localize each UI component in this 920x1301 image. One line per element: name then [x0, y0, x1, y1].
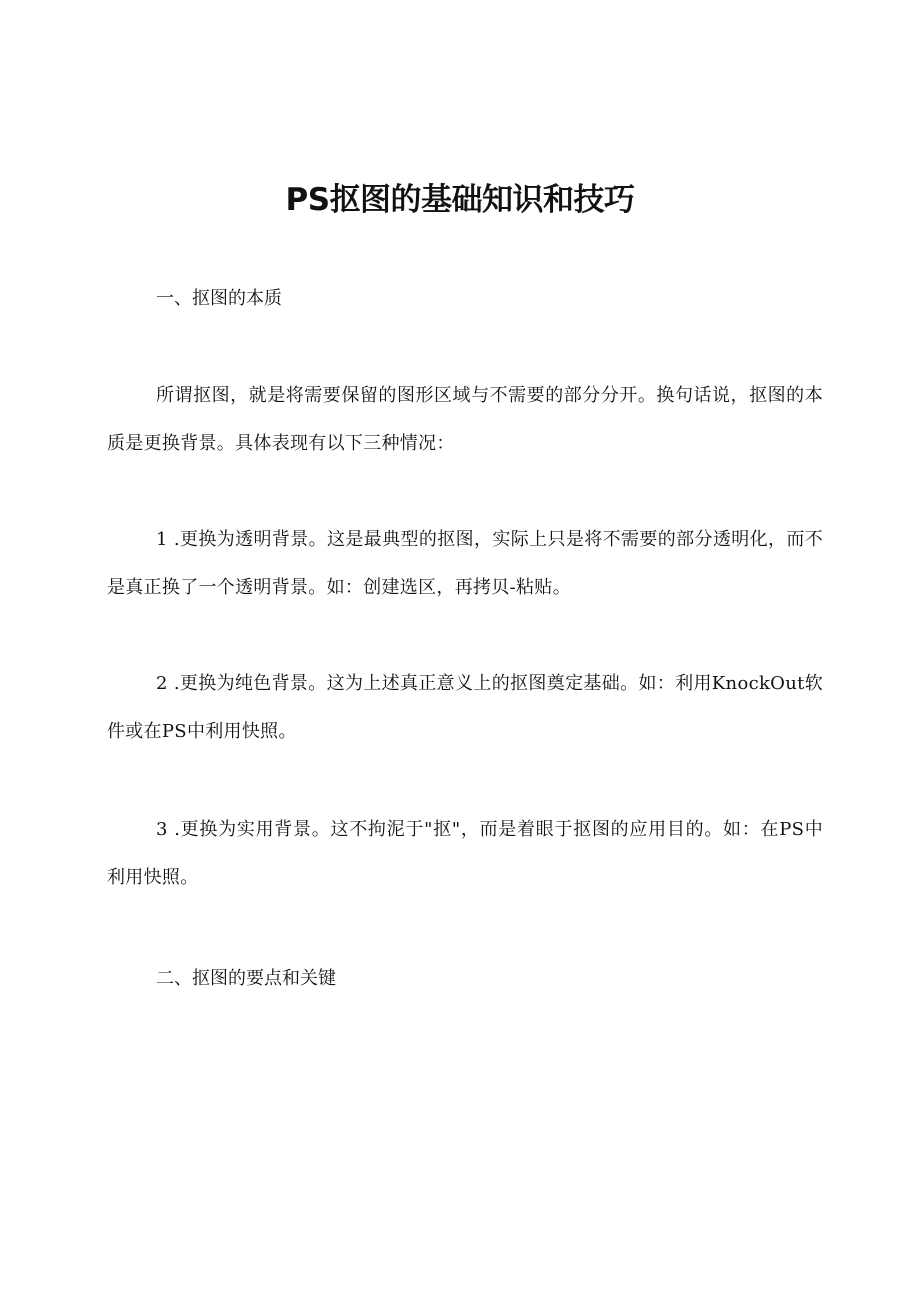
list-item-practical-background: 3 .更换为实用背景。这不拘泥于"抠"，而是着眼于抠图的应用目的。如：在PS中利用快照。 [107, 819, 823, 888]
document-title: PS抠图的基础知识和技巧 [285, 182, 635, 218]
list-item-transparent-background: 1 .更换为透明背景。这是最典型的抠图，实际上只是将不需要的部分透明化，而不是真正换了一个透明背景。如：创建选区，再拷贝-粘贴。 [107, 529, 823, 598]
section-heading-key-points: 二、抠图的要点和关键 [156, 968, 336, 989]
section-heading-essence: 一、抠图的本质 [156, 288, 282, 309]
intro-paragraph: 所谓抠图，就是将需要保留的图形区域与不需要的部分分开。换句话说，抠图的本质是更换背景。具体表现有以下三种情况： [107, 385, 823, 454]
list-item-solid-background: 2 .更换为纯色背景。这为上述真正意义上的抠图奠定基础。如：利用KnockOut软件或在PS中利用快照。 [107, 673, 823, 742]
